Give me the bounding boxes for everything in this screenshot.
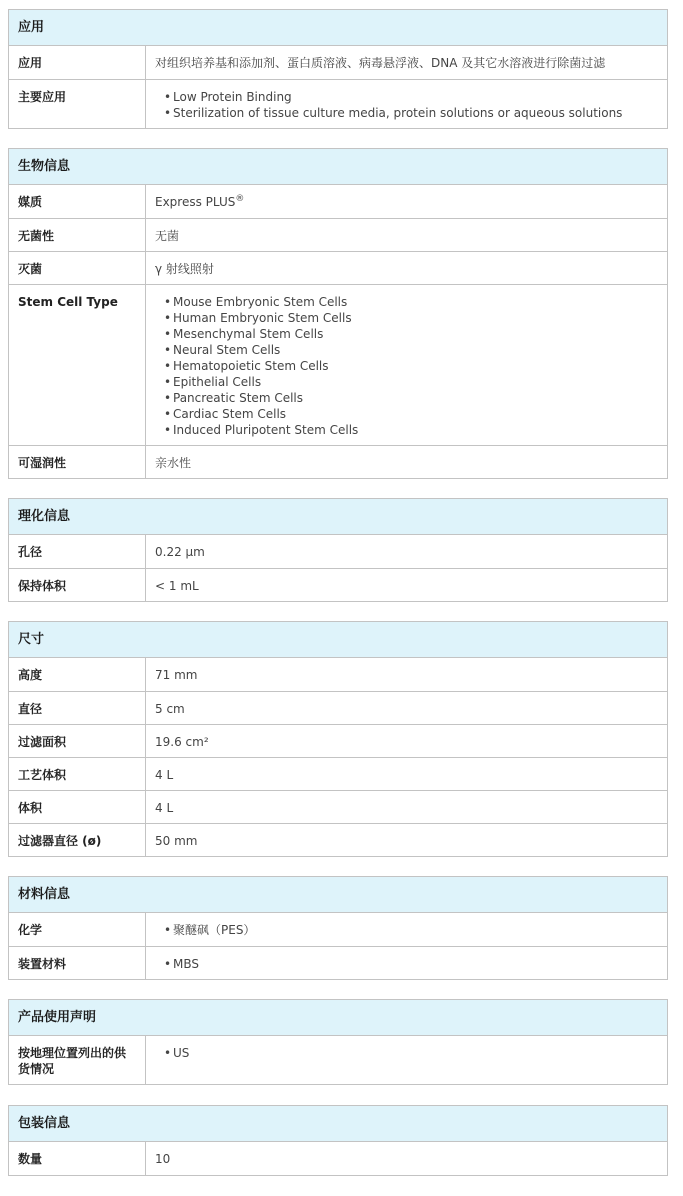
spec-row (9, 1036, 667, 1084)
spec-row (9, 913, 667, 946)
list-item: • Mouse Embryonic Stem Cells (165, 294, 659, 310)
section-dimensions (8, 621, 668, 857)
spec-value (146, 185, 667, 218)
spec-row (9, 218, 667, 251)
spec-row (9, 946, 667, 979)
spec-row (9, 724, 667, 757)
spec-label: 保持体积 (9, 569, 146, 601)
spec-value: 4 L (155, 768, 174, 782)
spec-row (9, 284, 667, 445)
spec-label: 应用 (9, 46, 146, 79)
spec-label: 化学 (9, 913, 146, 946)
list-item: • Sterilization of tissue culture media, protein solutions or aqueous solutions (165, 105, 659, 121)
spec-label: 无菌性 (9, 219, 146, 251)
spec-value: 0.22 µm (155, 545, 205, 559)
spec-label: 高度 (9, 658, 146, 691)
spec-label: 主要应用 (9, 80, 146, 128)
list-item: • 聚醚砜（PES） (165, 922, 659, 938)
section-material-info (8, 876, 668, 980)
spec-value: 10 (155, 1152, 171, 1166)
bullet-list (155, 1045, 659, 1061)
spec-label: 媒质 (9, 185, 146, 218)
spec-label: 孔径 (9, 535, 146, 568)
spec-label: 过滤器直径 (ø) (9, 824, 146, 856)
spec-value: 对组织培养基和添加剂、蛋白质溶液、病毒悬浮液、DNA 及其它水溶液进行除菌过滤 (155, 56, 606, 70)
section-title: 包装信息 (9, 1106, 667, 1142)
spec-label: 直径 (9, 692, 146, 724)
list-item: • Hematopoietic Stem Cells (165, 358, 659, 374)
section-application (8, 9, 668, 129)
spec-value (146, 1036, 667, 1084)
bullet-list (155, 956, 659, 972)
bullet-list (155, 294, 659, 438)
spec-value: 亲水性 (155, 456, 192, 470)
spec-row (9, 658, 667, 691)
spec-value: γ 射线照射 (155, 262, 214, 276)
spec-value: 71 mm (155, 668, 198, 682)
spec-row (9, 79, 667, 128)
section-title: 理化信息 (9, 499, 667, 535)
section-packaging-info (8, 1105, 668, 1176)
spec-label: 工艺体积 (9, 758, 146, 790)
spec-label: Stem Cell Type (9, 285, 146, 445)
spec-row (9, 790, 667, 823)
spec-value (146, 80, 667, 128)
section-biological-info (8, 148, 668, 479)
spec-row (9, 535, 667, 568)
spec-label: 按地理位置列出的供货情况 (9, 1036, 146, 1084)
list-item: • Human Embryonic Stem Cells (165, 310, 659, 326)
list-item: • Induced Pluripotent Stem Cells (165, 422, 659, 438)
list-item: • MBS (165, 956, 659, 972)
spec-value: 5 cm (155, 702, 185, 716)
spec-value (146, 285, 667, 445)
spec-row (9, 1142, 667, 1175)
list-item: • Low Protein Binding (165, 89, 659, 105)
spec-row (9, 46, 667, 79)
spec-value: 无菌 (155, 229, 180, 243)
registered-mark: ® (235, 194, 245, 204)
section-title: 产品使用声明 (9, 1000, 667, 1036)
spec-value: 4 L (155, 801, 174, 815)
spec-row (9, 823, 667, 856)
list-item: • Pancreatic Stem Cells (165, 390, 659, 406)
section-title: 材料信息 (9, 877, 667, 913)
bullet-list (155, 89, 659, 121)
spec-row (9, 445, 667, 478)
spec-label: 装置材料 (9, 947, 146, 979)
spec-label: 数量 (9, 1142, 146, 1175)
list-item: • Neural Stem Cells (165, 342, 659, 358)
spec-row (9, 568, 667, 601)
spec-row (9, 185, 667, 218)
spec-label: 过滤面积 (9, 725, 146, 757)
spec-label: 灭菌 (9, 252, 146, 284)
spec-value: < 1 mL (155, 579, 199, 593)
spec-label: 可湿润性 (9, 446, 146, 478)
section-title: 尺寸 (9, 622, 667, 658)
section-title: 应用 (9, 10, 667, 46)
list-item: • Mesenchymal Stem Cells (165, 326, 659, 342)
spec-label: 体积 (9, 791, 146, 823)
spec-value (146, 947, 667, 979)
section-physicochemical-info (8, 498, 668, 602)
list-item: • Cardiac Stem Cells (165, 406, 659, 422)
list-item: • US (165, 1045, 659, 1061)
spec-value (146, 913, 667, 946)
spec-value: 19.6 cm² (155, 735, 209, 749)
spec-row (9, 251, 667, 284)
section-title: 生物信息 (9, 149, 667, 185)
bullet-list (155, 922, 659, 938)
list-item: • Epithelial Cells (165, 374, 659, 390)
spec-row (9, 757, 667, 790)
media-name: Express PLUS (155, 195, 236, 209)
spec-value: 50 mm (155, 834, 198, 848)
spec-row (9, 691, 667, 724)
section-product-usage-statement (8, 999, 668, 1085)
